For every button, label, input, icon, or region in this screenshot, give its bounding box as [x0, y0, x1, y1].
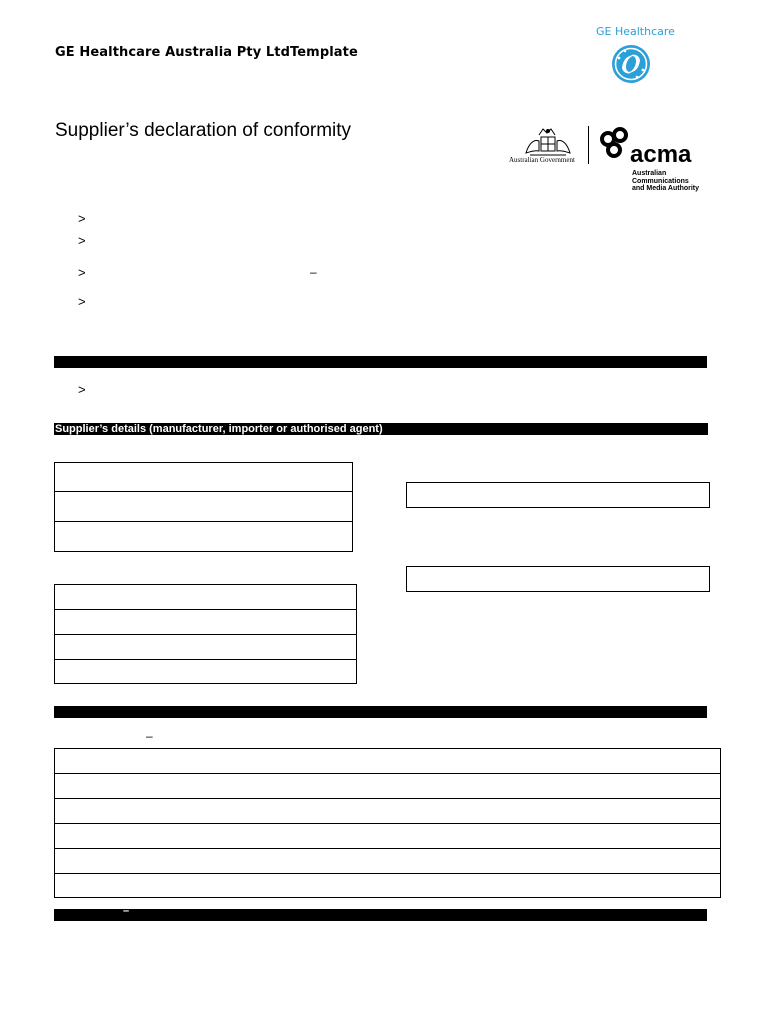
bullet-marker: >: [78, 211, 86, 226]
section-bar: [54, 356, 707, 368]
form-field[interactable]: [54, 609, 357, 635]
acma-full-name: [632, 170, 699, 193]
dash-mark: –: [310, 265, 317, 279]
section-bar: [54, 706, 707, 718]
table-row[interactable]: [54, 873, 721, 898]
table-row[interactable]: [54, 773, 721, 799]
bullet-marker: >: [78, 233, 86, 248]
document-title: Supplier’s declaration of conformity: [55, 120, 352, 141]
acma-wordmark: acma: [630, 141, 692, 166]
logo-divider: [588, 126, 589, 164]
bullet-marker: >: [78, 294, 86, 309]
dash-mark: –: [123, 905, 130, 917]
government-label: Australian Government: [509, 156, 575, 164]
acma-line-2: Communications: [632, 177, 689, 185]
company-name: GE Healthcare Australia Pty LtdTemplate: [55, 45, 358, 60]
supplier-details-table: [54, 462, 353, 552]
table-row[interactable]: [54, 823, 721, 849]
form-field[interactable]: [54, 462, 353, 492]
acma-logo-icon: [598, 126, 711, 166]
bullet-marker: >: [78, 382, 86, 397]
form-field[interactable]: [54, 584, 357, 610]
acma-line-3: and Media Authority: [632, 185, 700, 192]
acma-line-1: Australian: [632, 170, 667, 177]
bullet-marker: >: [78, 265, 86, 280]
ge-brand-label: GE Healthcare: [596, 25, 675, 38]
supplier-contact-table: [54, 584, 357, 684]
dash-mark: –: [146, 729, 153, 743]
table-row[interactable]: [54, 748, 721, 774]
form-field[interactable]: [406, 482, 710, 508]
section-header-suppliers-details: Supplier’s details (manufacturer, importer or authorised agent): [54, 423, 708, 435]
product-details-table: [54, 748, 721, 898]
form-field[interactable]: [54, 659, 357, 684]
form-field[interactable]: [54, 491, 353, 522]
form-field[interactable]: [406, 566, 710, 592]
form-field[interactable]: [54, 634, 357, 660]
ge-logo-icon: [611, 44, 651, 84]
form-field[interactable]: [54, 521, 353, 552]
section-bar: [54, 909, 707, 921]
table-row[interactable]: [54, 798, 721, 824]
table-row[interactable]: [54, 848, 721, 874]
